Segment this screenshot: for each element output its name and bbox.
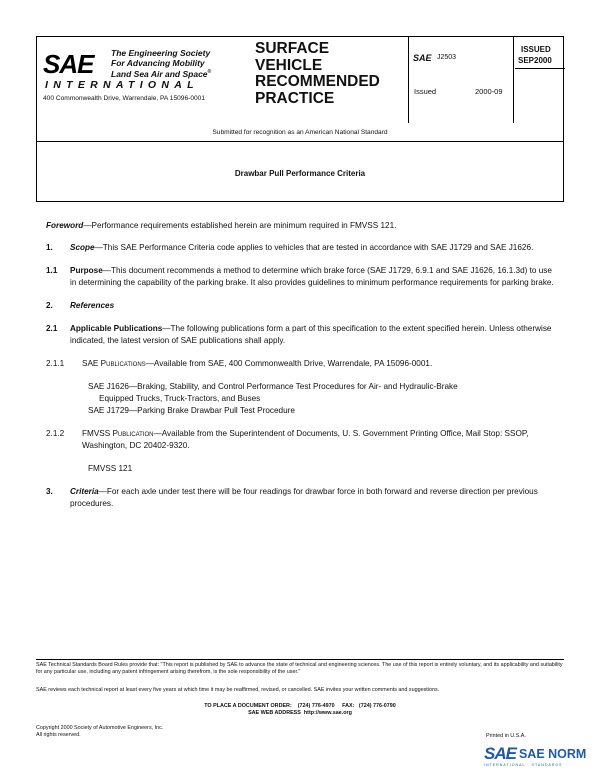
reference-2-id: SAE J1729: [88, 406, 129, 415]
sae-address: 400 Commonwealth Drive, Warrendale, PA 15096-0001: [43, 95, 205, 102]
fax-label: FAX:: [342, 703, 355, 709]
reference-2-text: —Parking Brake Drawbar Pull Test Procedure: [128, 406, 295, 415]
section-1-text: —This SAE Performance Criteria code applies to vehicles that are tested in accordance with SAE J1729 and SAE J1626.: [94, 243, 534, 252]
doc-sae-mark: SAE: [413, 53, 432, 63]
foreword: [46, 220, 554, 232]
sae-international-text: INTERNATIONAL: [45, 79, 199, 91]
practice-title-line-1: SURFACE: [255, 40, 330, 57]
sae-reference-list: [46, 381, 554, 417]
section-1: [46, 242, 554, 254]
reference-item: [88, 381, 554, 393]
section-2-label: References: [70, 301, 115, 310]
section-2-1-1-text: —Available from SAE, 400 Commonwealth Drive, Warrendale, PA 15096-0001.: [145, 359, 433, 368]
web-label: SAE WEB ADDRESS: [248, 710, 301, 716]
practice-title-line-3: RECOMMENDED: [255, 73, 380, 90]
tagline-line-1: The Engineering Society: [111, 48, 211, 58]
sae-norm-text: SAE NORM: [518, 747, 587, 761]
copyright: Copyright 2000 Society of Automotive Engineers, Inc.: [36, 725, 164, 731]
reference-1-continued: Equipped Trucks, Truck-Tractors, and Buses: [99, 394, 261, 403]
order-label: TO PLACE A DOCUMENT ORDER:: [204, 703, 292, 709]
practice-title-line-4: PRACTICE: [255, 89, 335, 107]
practice-title: [255, 41, 380, 107]
section-2-1-2: [46, 428, 554, 452]
document-number-cell: [408, 37, 514, 123]
section-2-number: 2.: [46, 301, 53, 310]
submitted-note: Submitted for recognition as an American National Standard: [212, 129, 388, 136]
section-3-label: Criteria: [70, 487, 99, 496]
sae-norm-watermark: [484, 744, 587, 767]
practice-title-line-2: VEHICLE: [255, 56, 323, 74]
section-2-1-2-text: —Available from the Superintendent of Documents, U. S. Government Printing Office, Mail Stop: SSOP, Washington, DC 20402-9320.: [82, 429, 529, 450]
rights-notice: All rights reserved.: [36, 732, 81, 738]
section-1-label: Scope: [70, 243, 95, 252]
tagline-line-2: For Advancing Mobility: [111, 57, 205, 68]
section-1-1-number: 1.1: [46, 266, 58, 275]
fax-number: (724) 776-0790: [358, 703, 396, 709]
section-2-1-2-label: FMVSS Publication: [82, 429, 154, 438]
sae-norm-subtext: INTERNATIONAL · STANDARDS: [484, 763, 563, 767]
document-header: [36, 36, 564, 142]
section-3-text: —For each axle under test there will be four readings for drawbar force in both forward and reverse direction per previous procedures.: [70, 487, 538, 508]
reference-1-id: SAE J1626: [88, 382, 129, 391]
fmvss-reference: FMVSS 121: [88, 464, 133, 473]
foreword-label: Foreword: [46, 221, 84, 230]
issued-label: Issued: [414, 87, 437, 96]
reference-1-text: —Braking, Stability, and Control Performance Test Procedures for Air- and Hydraulic-Brake: [128, 382, 458, 391]
web-address-link[interactable]: http://www.sae.org: [303, 710, 352, 716]
section-2-1-text: —The following publications form a part of this specification to the extent specified herein. Unless otherwise indicated, the latest version of SAE publications shall apply.: [70, 324, 552, 345]
sae-logo-mark: SAE: [43, 49, 94, 79]
sae-tagline: [111, 49, 211, 79]
status-label: ISSUED: [521, 45, 551, 54]
status-date: SEP2000: [518, 56, 552, 65]
issued-date: 2000-09: [475, 87, 503, 96]
sae-norm-logo-icon: SAE: [484, 744, 516, 763]
order-phone: (724) 776-4970: [297, 703, 335, 709]
section-1-number: 1.: [46, 243, 53, 252]
foreword-text: —Performance requirements established herein are minimum required in FMVSS 121.: [83, 221, 397, 230]
section-1-1: [46, 265, 554, 289]
printed-notice: Printed in U.S.A.: [486, 733, 526, 739]
section-1-1-label: Purpose: [70, 266, 103, 275]
policy-notice: SAE Technical Standards Board Rules provide that: "This report is published by SAE to advance the state of technical and engineering sciences. The use of this report is entirely voluntary, and its applicability and suitability for any particular use, including any patent infringement arising therefrom, is the sole responsibility of the user.": [36, 662, 563, 675]
footer-divider: [36, 659, 564, 660]
title-box: [36, 142, 564, 202]
section-3-number: 3.: [46, 487, 53, 496]
section-2-1: [46, 323, 554, 347]
web-info: [36, 710, 564, 717]
section-2: [46, 300, 554, 312]
document-body: [46, 220, 554, 521]
order-info: [36, 703, 564, 710]
section-2-1-1-number: 2.1.1: [46, 359, 65, 368]
section-2-1-1: [46, 358, 554, 370]
status-cell: [515, 37, 565, 69]
section-2-1-2-number: 2.1.2: [46, 429, 65, 438]
section-2-1-number: 2.1: [46, 324, 58, 333]
document-number: J2503: [437, 54, 457, 61]
review-notice: SAE reviews each technical report at least every five years at which time it may be reaffirmed, revised, or cancelled. SAE invites your written comments and suggestions.: [36, 687, 440, 693]
trademark: ®: [207, 69, 212, 75]
section-3: [46, 486, 554, 510]
document-title: Drawbar Pull Performance Criteria: [234, 169, 366, 178]
section-1-1-text: —This document recommends a method to determine which brake force (SAE J1729, 6.9.1 and SAE J1626, 16.1.3d) to use in determining the capability of the parking brake. It also provides guidelines to minimum performance requirements for parking brake.: [70, 266, 554, 287]
section-2-1-label: Applicable Publications: [70, 324, 163, 333]
tagline-line-3: Land Sea Air and Space: [111, 68, 208, 79]
sae-logo-block: [37, 37, 248, 123]
section-2-1-1-label: SAE Publications: [82, 359, 146, 368]
reference-item: [88, 405, 554, 417]
